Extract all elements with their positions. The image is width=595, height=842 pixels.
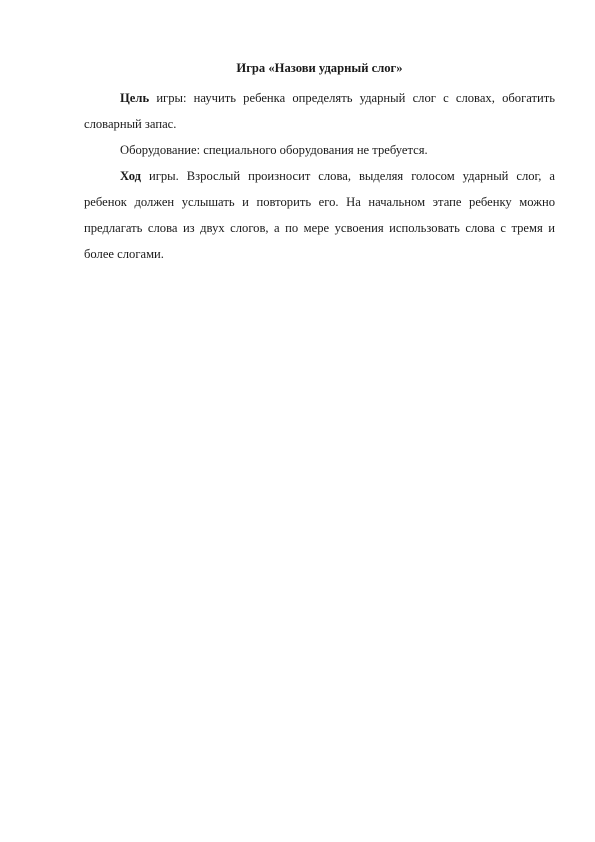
- paragraph-procedure-lead: Ход: [120, 169, 142, 183]
- paragraph-goal-lead: Цель: [120, 91, 150, 105]
- paragraph-procedure-text: игры. Взрослый произносит слова, выделяя голосом ударный слог, а ребенок должен услышать и повторить его. На начальном этапе ребенку можно предлагать слова из двух слогов, а по мере усвоения использовать слова с тремя и более слогами.: [84, 169, 555, 261]
- paragraph-equipment: [84, 137, 555, 163]
- document-title: Игра «Назови ударный слог»: [236, 61, 403, 75]
- paragraph-goal: [84, 85, 555, 137]
- paragraph-equipment-text: Оборудование: специального оборудования не требуется.: [120, 143, 428, 157]
- paragraph-goal-text: игры: научить ребенка определять ударный слог с словах, обогатить словарный запас.: [84, 91, 555, 131]
- paragraph-procedure: [84, 163, 555, 267]
- document-body: [84, 55, 555, 267]
